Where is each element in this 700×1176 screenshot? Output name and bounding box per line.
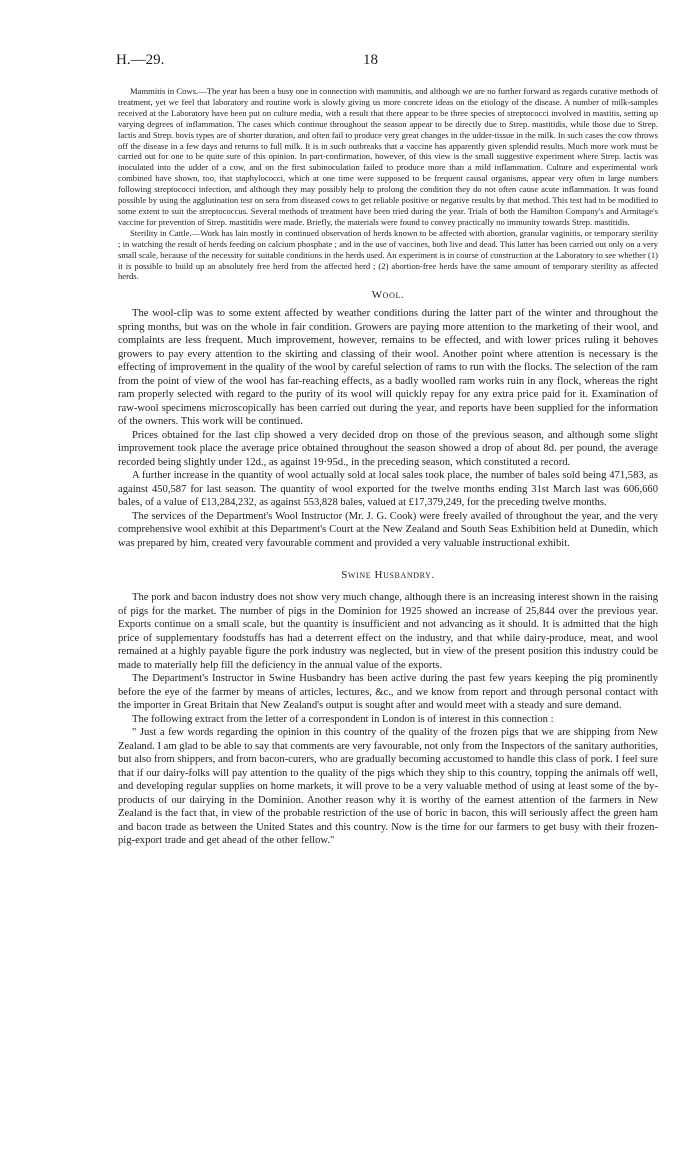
quoted-letter: " Just a few words regarding the opinion in this country of the quality of the frozen pigs that we are shipping from New Zealand. I am glad to be able to say that comments are very favourable, not only from the Inspectors of the sanitary authorities, but also from shippers, and from bacon-curers, who are gradually becoming accustomed to handle this class of pork. I feel sure that if our dairy-folks will pay attention to the quality of the pigs which they ship to this country, topping the animals off well, and developing regular supplies on home markets, it will prove to be a very valuable method of using at least some of the by-products of our dairying in the Dominion. Another reason why it is worthy of the earnest attention of the farmers in New Zealand is the fact that, in view of the probable restriction of the use of boric in bacon, this will seriously affect the green ham and bacon trade as between the United States and this country. Now is the time for our farmers to get busy with their frozen-pig-export trade and get ahead of the other fellow."	[118, 727, 658, 847]
page-header	[116, 52, 661, 72]
wool-paragraph: The services of the Department's Wool Instructor (Mr. J. G. Cook) were freely availed of throughout the year, and the very comprehensive wool exhibit at this Department's Court at the New Zealand and South Seas Exhibition held at Dunedin, which was prepared by him, created very favourable comment and provided a very valuable instructional exhibit.	[118, 510, 658, 549]
swine-section	[118, 591, 658, 848]
wool-section	[118, 307, 658, 550]
swine-heading: Swine Husbandry.	[341, 569, 435, 582]
page-number: 18	[363, 52, 378, 68]
swine-paragraph: The Department's Instructor in Swine Husbandry has been active during the past few years keeping the pig prominently before the eye of the farmer by means of articles, lectures, &c., and we know from report and through personal contact with the importer in Great Britain that New Zealand's output is sought after and would meet with a steady and sure demand.	[118, 673, 658, 712]
page-body	[118, 86, 658, 848]
wool-paragraph: Prices obtained for the last clip showed a very decided drop on those of the previous season, and although some slight improvement took place the average price obtained throughout the season showed a drop of about 8d. per pound, the average recorded being slightly under 12d., as against 19·95d., in the preceding season, which constituted a record.	[118, 429, 658, 468]
mammitis-section	[118, 86, 658, 282]
sterility-paragraph: Sterility in Cattle.—Work has lain mostly in continued observation of herds known to be affected with abortion, granular vaginitis, or temporary sterility ; in watching the result of herds feeding on calcium phosphate ; and in the use of vaccines, both live and dead. This latter has been carried out only on a very small scale, because of the necessity for suitable conditions in the herds used. An experiment is in course of construction at the Laboratory to see whether (1) it is possible to build up an absolutely free herd from the affected herd ; (2) abortion-free herds have the same amount of temporary sterility as affected herds.	[118, 227, 658, 282]
wool-paragraph: The wool-clip was to some extent affected by weather conditions during the latter part of the winter and throughout the spring months, but was on the whole in fair condition. Growers are paying more attention to the marketing of their wool, and complaints are less frequent. Much improvement, however, remains to be effected, and with lower prices ruling it behoves growers to pay every attention to the skirting and classing of their wool. Another point where attention is necessary is the effecting of improvement in the quality of the wool by careful selection of rams to run with the flocks. The selection of the ram from the point of view of the wool has far-reaching effects, as a badly woolled ram works ruin in any flock, whereas the right ram properly selected with regard to the purity of its wool will quickly repay for any extra price paid for it. Examination of raw-wool specimens microscopically has been carried out during the year, and reports have been supplied for the information of the owners. This work will be continued.	[118, 308, 658, 428]
swine-paragraph: The following extract from the letter of a correspondent in London is of interest in this connection :	[132, 713, 554, 725]
report-reference: H.—29.	[116, 52, 165, 68]
swine-paragraph: The pork and bacon industry does not show very much change, although there is an increasing interest shown in the raising of pigs for the market. The number of pigs in the Dominion for 1925 showed an increase of 25,844 over the previous year. Exports continue on a small scale, but the quantity is insufficient and not advancing as it should. It is admitted that the high price of supplementary foodstuffs has had a deterrent effect on the industry, and that while dairy-produce, meat, and wool remained at a highly payable figure the pork industry was neglected, but in view of the present position this industry could be made to materially help fill the deficiency in the annual value of the exports.	[118, 592, 658, 671]
wool-paragraph: A further increase in the quantity of wool actually sold at local sales took place, the number of bales sold being 471,583, as against 450,587 for last season. The quantity of wool exported for the twelve months ending 31st March last was 606,660 bales, of a value of £13,284,232, as against 553,828 bales, valued at £17,379,249, for the preceding twelve months.	[118, 470, 658, 509]
wool-heading: Wool.	[371, 289, 405, 302]
mammitis-paragraph: Mammitis in Cows.—The year has been a busy one in connection with mammitis, and although we are no further forward as regards curative methods of treatment, yet we feel that laboratory and routine work is slowly giving us more concrete ideas on the etiology of the disease. A number of milk-samples received at the Laboratory have been put on culture media, with a result that there appear to be three species of streptococci involved in mastitis, setting up varying degrees of inflammation. The cases which continue throughout the season appear to be directly due to Strep. mastitidis, while those due to Strep. lactis and Strep. bovis types are of shorter duration, and often fail to produce very great changes in the udder-tissue in the milk. In such cases the cow throws off the disease in a few days and returns to full milk. It is in such outbreaks that a vaccine has apparently given splendid results. Much more work must be carried out for one to be quite sure of this opinion. In part-confirmation, however, of this view is the small suggestive experiment where Strep. lactis was inoculated into the udder of a cow, and on the first subinoculation failed to produce more than a mild inflammation. Culture and experimental work combined have shown, too, that staphylococci, which at one time were supposed to be frequent causal organisms, appear very often in large numbers following streptococci infection, and although they may possibly help to prolong the condition they do not often cause acute inflammation. It was found possible by using the agglutination test on sera from diseased cows to get reliable positive or negative results by that method. This test had to be modified to some extent to suit the streptococcus. Several methods of treatment have been tried during the year. Trials of both the Hamilton Company's and Armitage's vaccine for prevention of Strep. mastitidis were made. Briefly, the materials were found to convey practically no immunity towards Strep. mastitidis.	[118, 86, 658, 227]
